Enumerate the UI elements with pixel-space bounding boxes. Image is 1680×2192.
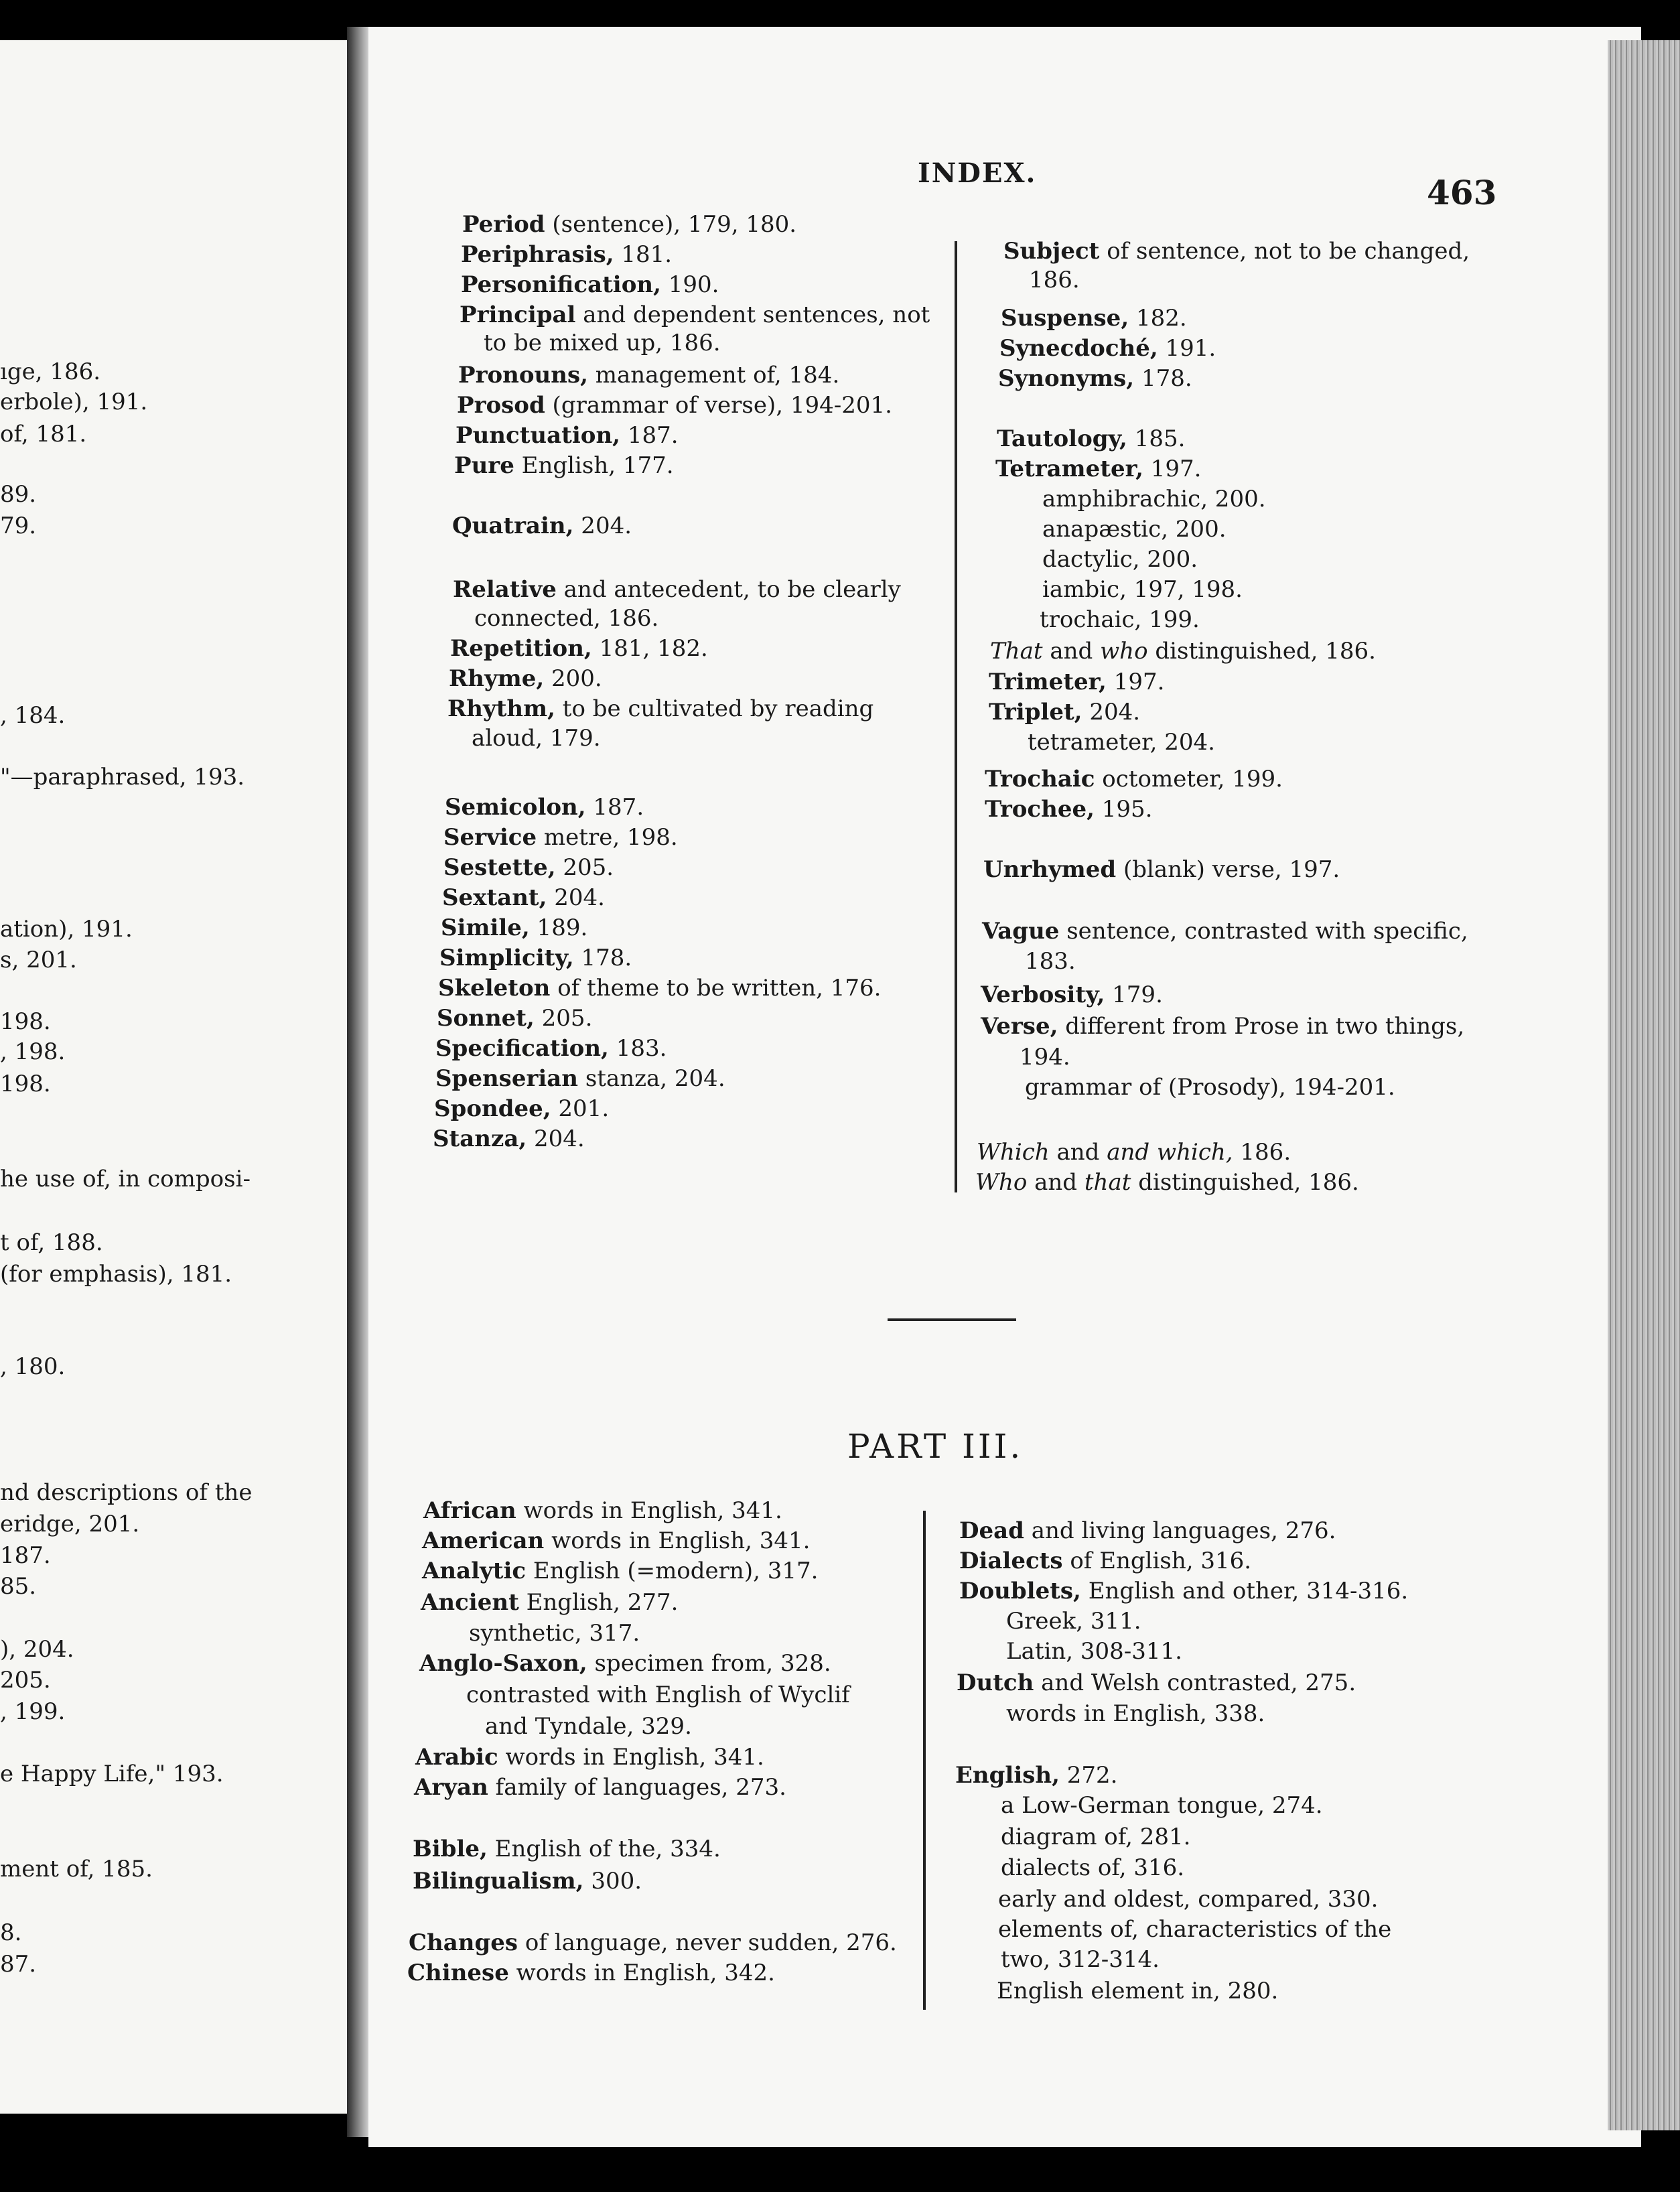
index-term: Service (443, 824, 537, 851)
index-term: African (423, 1497, 516, 1524)
index-entry (461, 270, 719, 299)
left-page-fragment (0, 1918, 21, 1947)
index-locator: two, 312-314. (1001, 1946, 1160, 1973)
index-locator: and antecedent, to be clearly (556, 576, 901, 603)
index-entry (445, 793, 644, 822)
index-locator: 178. (573, 945, 632, 971)
index-term: Bilingualism, (413, 1868, 584, 1895)
left-page-fragment (0, 1478, 252, 1507)
index-entry (1001, 1945, 1160, 1974)
index-locator: (grammar of verse), 194-201. (545, 392, 892, 419)
index-entry (1028, 728, 1215, 757)
index-locator: metre, 198. (537, 824, 678, 851)
left-page-fragment (0, 914, 133, 944)
index-entry (442, 883, 605, 912)
left-facing-page (0, 40, 347, 2114)
index-entry (435, 1034, 667, 1063)
index-locator: 197. (1143, 456, 1202, 482)
index-term: Aryan (414, 1774, 488, 1801)
index-locator: words in English, 341. (498, 1744, 764, 1771)
index-locator: English, 277. (518, 1589, 679, 1616)
index-locator: 87. (0, 1951, 37, 1978)
left-page-fragment (0, 1069, 51, 1099)
index-entry (1042, 545, 1198, 574)
index-locator: and Tyndale, 329. (485, 1713, 692, 1740)
index-entry (413, 1834, 721, 1864)
index-term-italic: and which, (1107, 1139, 1233, 1166)
index-locator: tetrameter, 204. (1028, 729, 1215, 756)
index-locator: sentence, contrasted with specific, (1059, 918, 1468, 945)
index-locator: English, 177. (514, 452, 674, 479)
index-locator: e Happy Life," 193. (0, 1761, 224, 1787)
index-entry (982, 916, 1468, 946)
index-entry (1040, 605, 1200, 634)
index-locator: 197. (1106, 669, 1165, 695)
index-entry (957, 1668, 1356, 1698)
index-locator: 198. (0, 1008, 51, 1035)
index-entry (461, 240, 672, 269)
left-page-fragment (0, 1352, 65, 1381)
index-locator: 187. (620, 422, 679, 449)
index-locator: ), 204. (0, 1636, 74, 1663)
index-term: Changes (409, 1929, 518, 1956)
index-entry (1025, 947, 1076, 976)
index-term: Dutch (957, 1669, 1034, 1696)
index-locator: 201. (551, 1095, 610, 1122)
index-entry (985, 764, 1283, 794)
page-number: 463 (1427, 173, 1497, 212)
left-page-fragment (0, 945, 77, 975)
index-term: Specification, (435, 1035, 609, 1062)
index-locator: 85. (0, 1573, 37, 1600)
index-locator: of English, 316. (1062, 1548, 1252, 1574)
index-entry (460, 300, 930, 330)
index-locator: of theme to be written, 176. (550, 975, 882, 1002)
index-entry (998, 1915, 1391, 1944)
index-term: Punctuation, (456, 422, 621, 449)
index-term-italic: Who (975, 1169, 1028, 1196)
index-term: Verbosity, (981, 981, 1105, 1008)
index-locator: 186. (1233, 1139, 1291, 1166)
index-entry (456, 421, 679, 450)
index-entry (462, 210, 796, 239)
index-locator: connected, 186. (474, 605, 659, 632)
index-locator: 183. (1025, 948, 1076, 975)
left-page-fragment (0, 1509, 139, 1539)
index-entry (413, 1866, 642, 1896)
index-entry (998, 1885, 1378, 1914)
index-term-italic: who (1100, 638, 1148, 665)
index-locator: 8. (0, 1919, 22, 1946)
index-locator: 204. (573, 512, 632, 539)
left-page-fragment (0, 1164, 251, 1194)
index-entry (985, 795, 1152, 824)
left-page-fragment (0, 1259, 232, 1289)
index-locator: iambic, 197, 198. (1042, 576, 1243, 603)
index-entry (423, 1496, 782, 1525)
left-page-fragment (0, 480, 36, 509)
section-rule (888, 1318, 1016, 1321)
index-locator: and (1042, 638, 1101, 665)
index-locator: 181. (614, 241, 673, 268)
index-locator: 198. (0, 1071, 51, 1097)
index-term: Period (462, 211, 545, 238)
index-locator: English and other, 314-316. (1080, 1578, 1409, 1604)
left-page-fragment (0, 1665, 51, 1695)
index-locator: 187. (0, 1542, 51, 1569)
index-entry (997, 424, 1185, 454)
index-entry (453, 575, 901, 604)
index-locator: 190. (660, 271, 719, 298)
index-term: American (422, 1527, 545, 1554)
index-term-italic: That (990, 638, 1043, 665)
index-locator: 194. (1020, 1044, 1070, 1071)
left-page-fragment (0, 1037, 65, 1067)
index-entry (955, 1761, 1117, 1790)
index-entry (1020, 1042, 1070, 1072)
index-locator: English (=modern), 317. (526, 1558, 819, 1584)
index-locator: stanza, 204. (578, 1065, 725, 1092)
index-entry (441, 913, 587, 943)
index-entry (435, 1064, 725, 1093)
index-term: Dead (959, 1517, 1024, 1544)
index-term: Doublets, (959, 1578, 1081, 1604)
index-locator: dialects of, 316. (1001, 1854, 1185, 1881)
index-locator: different from Prose in two things, (1058, 1013, 1465, 1040)
index-term-italic: that (1084, 1169, 1131, 1196)
index-locator: 185. (1127, 425, 1186, 452)
index-locator: of, 181. (0, 421, 87, 448)
index-entry (1001, 1853, 1184, 1882)
index-entry (989, 697, 1140, 727)
running-head: INDEX. (918, 157, 1037, 189)
index-entry (983, 855, 1340, 884)
index-term: Bible, (413, 1836, 488, 1862)
index-term: Personification, (461, 271, 661, 298)
index-entry (443, 853, 614, 882)
index-term: Synecdoché, (999, 335, 1158, 362)
index-entry (458, 360, 839, 390)
index-entry (474, 604, 658, 633)
index-locator: dactylic, 200. (1042, 546, 1198, 573)
index-locator: (sentence), 179, 180. (545, 211, 797, 238)
index-entry (1042, 484, 1266, 514)
index-entry (422, 1526, 810, 1556)
index-entry (415, 1742, 764, 1772)
left-page-fragment (0, 1572, 36, 1601)
index-entry (1029, 265, 1080, 295)
part-title: PART III. (847, 1427, 1024, 1466)
index-locator: , 180. (0, 1353, 66, 1380)
index-locator: nd descriptions of the (0, 1479, 253, 1506)
index-term: Rhythm, (447, 695, 555, 722)
index-locator: specimen from, 328. (587, 1650, 831, 1677)
index-locator: ation), 191. (0, 916, 133, 943)
index-locator: Latin, 308-311. (1006, 1638, 1182, 1665)
index-locator: erbole), 191. (0, 389, 148, 415)
index-locator: trochaic, 199. (1040, 606, 1200, 633)
index-locator: 182. (1129, 305, 1187, 332)
index-term: Trochaic (985, 766, 1095, 793)
index-term: Verse, (981, 1013, 1058, 1040)
index-locator: elements of, characteristics of the (998, 1916, 1392, 1943)
index-entry (454, 451, 674, 480)
index-entry (981, 980, 1163, 1010)
left-page-fragment (0, 419, 86, 449)
index-entry (1042, 515, 1227, 544)
index-entry (443, 823, 678, 852)
index-locator: ment of, 185. (0, 1856, 153, 1882)
column-rule-lower (923, 1511, 926, 2010)
index-term: Sextant, (442, 884, 547, 911)
page-edges (1608, 40, 1680, 2130)
index-locator: English element in, 280. (997, 1978, 1279, 2004)
index-entry (975, 1168, 1359, 1197)
index-locator: aloud, 179. (472, 725, 601, 752)
index-locator: words in English, 341. (516, 1497, 782, 1524)
index-locator: ıge, 186. (0, 358, 101, 385)
index-term: Quatrain, (452, 512, 574, 539)
index-entry (1003, 236, 1470, 266)
index-term: Sestette, (443, 854, 556, 881)
index-locator: English of the, 334. (487, 1836, 721, 1862)
index-locator: of language, never sudden, 276. (518, 1929, 897, 1956)
index-term: Subject (1003, 238, 1100, 265)
left-page-fragment (0, 1228, 103, 1257)
index-term: English, (955, 1762, 1060, 1789)
index-locator: grammar of (Prosody), 194-201. (1025, 1074, 1395, 1101)
index-entry (437, 1004, 592, 1033)
index-locator: 191. (1158, 335, 1216, 362)
index-locator: to be cultivated by reading (555, 695, 874, 722)
index-locator: contrasted with English of Wyclif (466, 1682, 850, 1708)
index-term: Triplet, (989, 699, 1082, 726)
left-page-fragment (0, 701, 65, 730)
index-locator: t of, 188. (0, 1229, 103, 1256)
index-term: Vague (982, 918, 1060, 945)
index-entry (414, 1773, 786, 1802)
index-term: Semicolon, (445, 794, 586, 821)
index-entry (1001, 303, 1187, 333)
index-entry (469, 1619, 640, 1648)
left-page-fragment (0, 1007, 51, 1036)
index-locator: , 198. (0, 1038, 66, 1065)
index-locator: of sentence, not to be changed, (1099, 238, 1470, 265)
left-page-fragment (0, 1759, 224, 1789)
index-entry (989, 667, 1164, 697)
index-locator: 189. (529, 914, 588, 941)
index-term: Anglo-Saxon, (419, 1650, 587, 1677)
index-entry (1001, 1822, 1190, 1852)
index-locator: 89. (0, 481, 37, 508)
index-entry (450, 634, 708, 663)
index-locator: amphibrachic, 200. (1042, 486, 1266, 512)
index-locator: 187. (585, 794, 644, 821)
index-entry (466, 1680, 850, 1710)
index-entry (990, 636, 1376, 666)
left-page-fragment (0, 762, 244, 792)
index-entry (1001, 1791, 1323, 1820)
index-entry (981, 1012, 1464, 1041)
index-entry (449, 664, 602, 693)
index-locator: , 199. (0, 1698, 66, 1725)
index-term: Principal (460, 301, 576, 328)
index-locator: and (1027, 1169, 1084, 1196)
left-page-fragment (0, 1541, 51, 1570)
index-entry (438, 973, 881, 1003)
index-entry (977, 1138, 1291, 1167)
index-locator: synthetic, 317. (469, 1620, 640, 1647)
index-locator: 79. (0, 512, 37, 539)
index-locator: management of, 184. (587, 362, 840, 389)
index-locator: eridge, 201. (0, 1511, 140, 1537)
index-term: Pure (454, 452, 514, 479)
index-locator: family of languages, 273. (488, 1774, 786, 1801)
index-locator: and Welsh contrasted, 275. (1034, 1669, 1356, 1696)
index-locator: and living languages, 276. (1024, 1517, 1336, 1544)
index-locator: (for emphasis), 181. (0, 1261, 232, 1288)
index-locator: a Low-German tongue, 274. (1001, 1792, 1323, 1819)
index-term: Synonyms, (998, 365, 1135, 392)
index-locator: 183. (608, 1035, 667, 1062)
index-term: Trimeter, (989, 669, 1107, 695)
index-term: Spondee, (434, 1095, 551, 1122)
index-locator: diagram of, 281. (1001, 1824, 1191, 1850)
left-page-fragment (0, 1635, 74, 1664)
index-locator: to be mixed up, 186. (484, 330, 721, 356)
index-entry (959, 1546, 1251, 1576)
index-locator: anapæstic, 200. (1042, 516, 1227, 543)
index-term: Suspense, (1001, 305, 1129, 332)
index-locator: words in English, 338. (1006, 1700, 1265, 1727)
index-entry (407, 1958, 775, 1988)
index-term-italic: Which (977, 1139, 1050, 1166)
index-term: Unrhymed (983, 856, 1117, 883)
index-locator: octometer, 199. (1095, 766, 1283, 793)
index-term: Dialects (959, 1548, 1063, 1574)
index-entry (421, 1588, 678, 1617)
index-entry (439, 943, 632, 973)
index-locator: distinguished, 186. (1131, 1169, 1359, 1196)
index-entry (995, 454, 1201, 484)
index-locator: 204. (527, 1125, 585, 1152)
index-term: Repetition, (450, 635, 592, 662)
left-page-fragment (0, 357, 100, 387)
index-entry (1006, 1606, 1141, 1636)
index-entry (1006, 1637, 1182, 1666)
index-entry (452, 511, 632, 541)
column-rule-upper (955, 241, 957, 1192)
left-page-fragment (0, 387, 147, 417)
index-locator: 205. (534, 1005, 593, 1032)
index-term: Simile, (441, 914, 530, 941)
index-term: Arabic (415, 1744, 498, 1771)
index-term: Pronouns, (458, 362, 588, 389)
index-entry (485, 1712, 692, 1741)
index-locator: s, 201. (0, 947, 77, 973)
index-locator: and dependent sentences, not (575, 301, 930, 328)
index-entry (484, 328, 721, 358)
index-entry (409, 1928, 897, 1958)
index-term: Analytic (422, 1558, 527, 1584)
left-page-fragment (0, 1697, 65, 1726)
index-entry (433, 1124, 585, 1154)
index-locator: early and oldest, compared, 330. (998, 1886, 1379, 1913)
index-term: Simplicity, (439, 945, 574, 971)
left-page-fragment (0, 1949, 36, 1979)
index-term: Stanza, (433, 1125, 527, 1152)
index-locator: 195. (1094, 796, 1153, 823)
index-locator: "—paraphrased, 193. (0, 764, 245, 791)
index-term: Sonnet, (437, 1005, 535, 1032)
index-locator: 204. (547, 884, 605, 911)
index-entry (419, 1649, 831, 1678)
index-entry (447, 694, 873, 724)
index-locator: 204. (1082, 699, 1141, 726)
index-term: Trochee, (985, 796, 1095, 823)
index-locator: 300. (583, 1868, 642, 1895)
index-term: Periphrasis, (461, 241, 614, 268)
index-locator: 205. (0, 1667, 51, 1694)
index-entry (1006, 1699, 1265, 1728)
index-locator: words in English, 341. (544, 1527, 811, 1554)
index-entry (457, 391, 892, 420)
index-locator: 179. (1105, 981, 1163, 1008)
index-entry (1025, 1073, 1395, 1102)
index-locator: 181, 182. (591, 635, 708, 662)
index-locator: (blank) verse, 197. (1116, 856, 1340, 883)
index-locator: 186. (1029, 267, 1080, 293)
index-locator: 200. (544, 665, 602, 692)
index-entry (422, 1556, 818, 1586)
index-locator: 205. (555, 854, 614, 881)
index-entry (959, 1576, 1408, 1606)
left-page-fragment (0, 1854, 153, 1884)
index-entry (959, 1516, 1336, 1546)
index-entry (997, 1976, 1278, 2006)
index-entry (998, 364, 1192, 393)
index-term: Ancient (421, 1589, 519, 1616)
index-term: Spenserian (435, 1065, 579, 1092)
index-term: Tetrameter, (995, 456, 1143, 482)
index-entry (434, 1094, 609, 1123)
index-term: Rhyme, (449, 665, 545, 692)
index-term: Skeleton (438, 975, 551, 1002)
index-locator: words in English, 342. (508, 1960, 775, 1986)
index-locator: he use of, in composi- (0, 1166, 251, 1192)
index-term: Prosod (457, 392, 545, 419)
index-locator: distinguished, 186. (1147, 638, 1376, 665)
index-entry (999, 334, 1216, 363)
index-term: Tautology, (997, 425, 1127, 452)
left-page-fragment (0, 511, 36, 541)
index-locator: , 184. (0, 702, 66, 729)
index-entry (1042, 575, 1243, 604)
index-locator: and (1049, 1139, 1107, 1166)
index-entry (472, 724, 601, 753)
index-locator: 178. (1134, 365, 1192, 392)
index-term: Relative (453, 576, 557, 603)
book-gutter (347, 27, 368, 2137)
index-term: Chinese (407, 1960, 509, 1986)
index-locator: Greek, 311. (1006, 1608, 1141, 1635)
index-locator: 272. (1059, 1762, 1118, 1789)
